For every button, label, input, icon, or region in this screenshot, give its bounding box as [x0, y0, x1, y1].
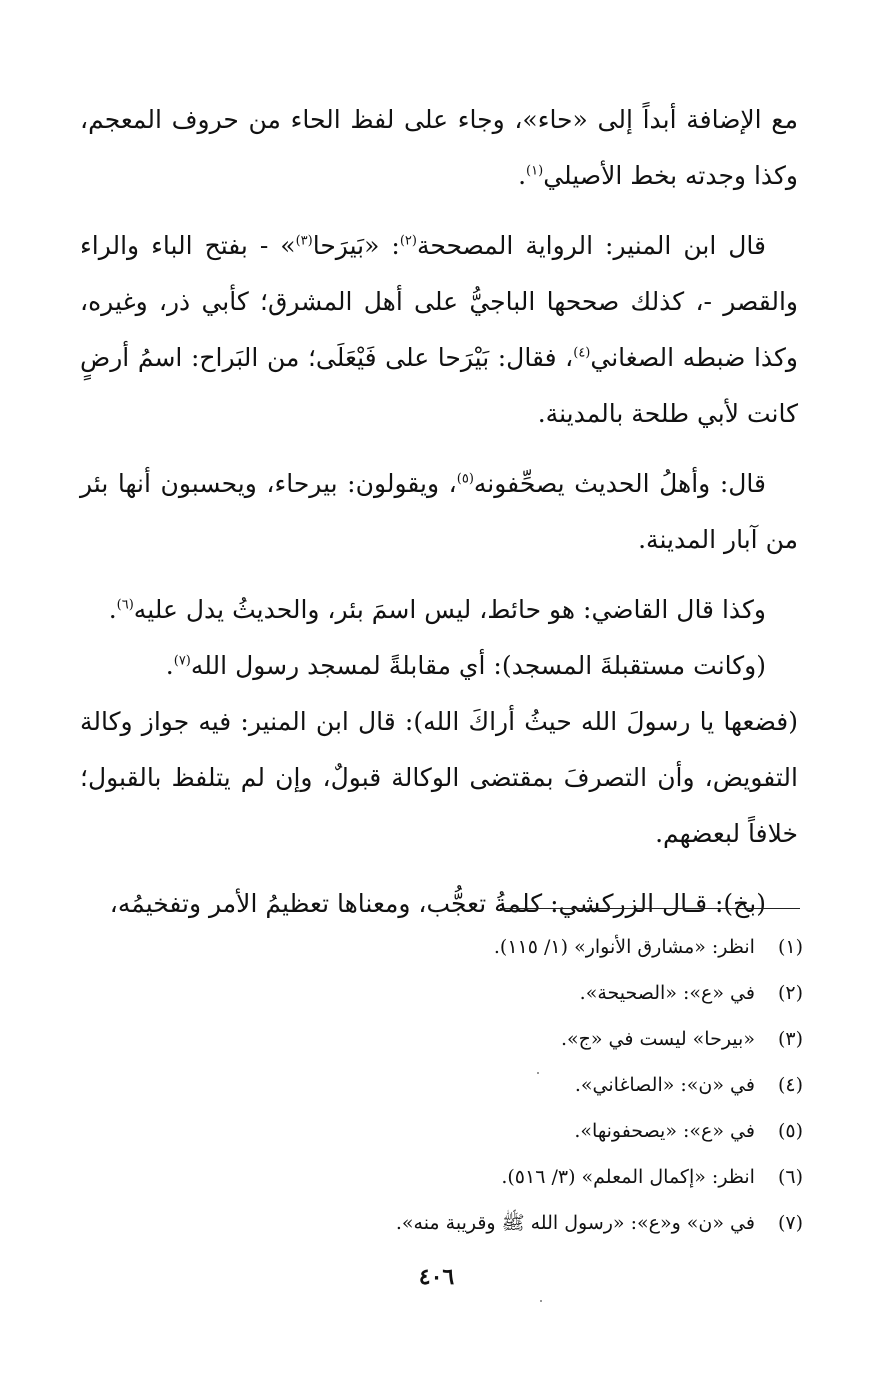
footnote-ref-3[interactable]: (٣) [295, 233, 313, 249]
main-text [80, 92, 798, 932]
footnote-2 [103, 970, 803, 1016]
footnote-number: (٧) [777, 1212, 803, 1234]
footnote-text: في «ع»: «يصحفونها». [574, 1120, 755, 1142]
footnote-text: انظر: «إكمال المعلم» (٣/ ٥١٦). [501, 1166, 755, 1188]
footnotes [103, 924, 803, 1246]
footnote-number: (٣) [777, 1028, 803, 1050]
footnote-6 [103, 1154, 803, 1200]
footnote-number: (٦) [777, 1166, 803, 1188]
footnote-ref-1[interactable]: (١) [526, 163, 544, 179]
footnote-1 [103, 924, 803, 970]
footnote-ref-5[interactable]: (٥) [456, 471, 474, 487]
footnote-ref-2[interactable]: (٢) [399, 233, 417, 249]
footnote-text: في «ع»: «الصحيحة». [579, 982, 755, 1004]
footnote-4 [103, 1062, 803, 1108]
footnote-ref-7[interactable]: (٧) [173, 653, 191, 669]
footnote-ref-6[interactable]: (٦) [116, 597, 134, 613]
scan-speck [537, 1072, 539, 1074]
footnote-number: (٥) [777, 1120, 803, 1142]
page-number: ٤٠٦ [418, 1264, 455, 1290]
paragraph-2: قال ابن المنير: الرواية المصححة$^{(٢)}$: «بَيرَحا$^{(٣)}$» - بفتح الباء والراء والقصر -، كذلك صححها الباجيُّ على أهل المشرق؛ كأبي ذر، وغيره، وكذا ضبطه الصغاني$^{(٤)}$، فقال: بَيْرَحا على فَيْعَلَى؛ من البَراح: اسمُ أرضٍ كانت لأبي طلحة بالمدينة. [80, 231, 799, 428]
footnote-number: (٢) [777, 982, 803, 1004]
paragraph-3: قال: وأهلُ الحديث يصحِّفونه$^{(٥)}$، ويقولون: بيرحاء، ويحسبون أنها بئر من آبار المدينة. [80, 469, 798, 554]
paragraph-4: وكذا قال القاضي: هو حائط، ليس اسمَ بئر، والحديثُ يدل عليه$^{(٦)}$. [108, 595, 766, 624]
footnote-5 [103, 1108, 803, 1154]
footnote-7 [103, 1200, 803, 1246]
footnote-text: في «ن»: «الصاغاني». [574, 1074, 755, 1096]
paragraph-5: (وكانت مستقبلةَ المسجد): أي مقابلةً لمسجد رسول الله$^{(٧)}$. [165, 651, 766, 680]
footnote-text: انظر: «مشارق الأنوار» (١/ ١١٥). [493, 936, 755, 958]
scan-speck [540, 1300, 542, 1302]
footnote-text: «بيرحا» ليست في «ج». [560, 1028, 755, 1050]
footnote-3 [103, 1016, 803, 1062]
footnote-text: في «ن» و«ع»: «رسول الله ﷺ وقريبة منه». [395, 1212, 755, 1234]
paragraph-7: (بخ): قـال الزركشي: كلمةُ تعجُّب، ومعناها تعظيمُ الأمر وتفخيمُه، [109, 889, 766, 918]
footnote-number: (٤) [777, 1074, 803, 1096]
paragraph-1: مع الإضافة أبداً إلى «حاء»، وجاء على لفظ الحاء من حروف المعجم، وكذا وجدته بخط الأصيلي$^{(١)}$. [80, 105, 798, 190]
footnote-number: (١) [777, 936, 803, 958]
footnote-separator [500, 908, 800, 909]
paragraph-6: (فضعها يا رسولَ الله حيثُ أراكَ الله): قال ابن المنير: فيه جواز وكالة التفويض، وأن التصرفَ بمقتضى الوكالة قبولٌ، وإن لم يتلفظ بالقبول؛ خلافاً لبعضهم. [80, 707, 798, 848]
footnote-ref-4[interactable]: (٤) [573, 345, 591, 361]
